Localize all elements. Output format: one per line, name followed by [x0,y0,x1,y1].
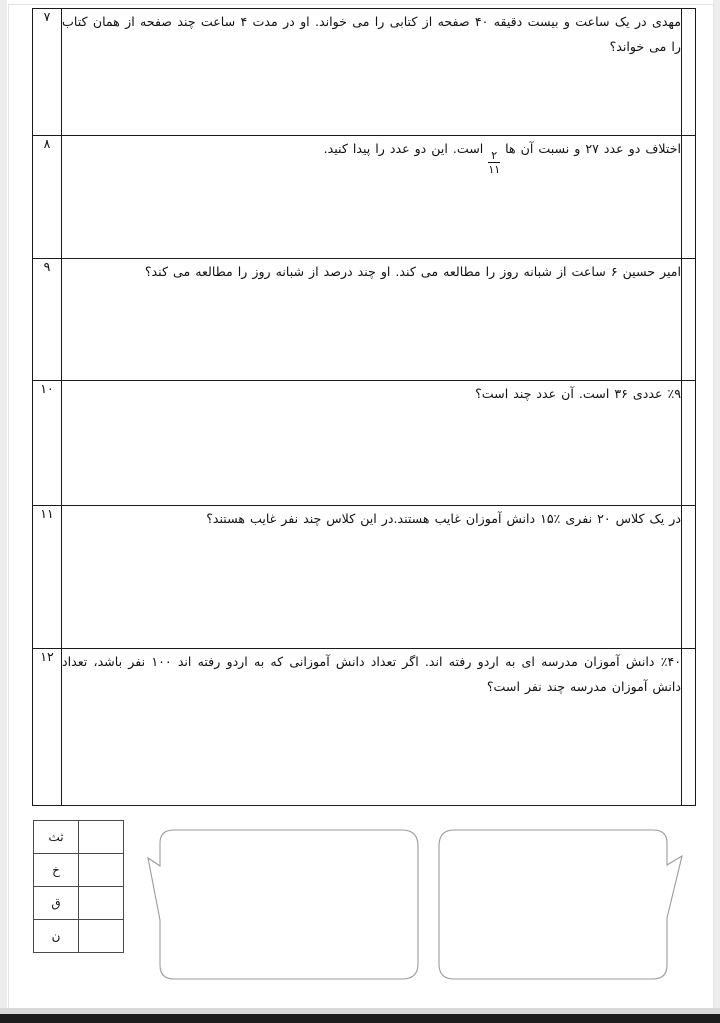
grading-mark-cell[interactable] [79,821,124,854]
bottom-area [0,812,720,1012]
grading-row [34,854,124,887]
question-body [62,259,682,381]
questions-table [32,8,696,806]
row-spine [682,381,696,506]
speech-bubble-icon [130,818,425,990]
question-number: ۹ [33,259,62,381]
question-body [62,381,682,506]
grading-row [34,887,124,920]
grading-mark-cell[interactable] [79,920,124,953]
scan-strip [0,1014,720,1023]
table-row [33,9,696,136]
grading-letter: خ [34,854,79,887]
grading-table [33,820,124,953]
question-body [62,9,682,136]
comment-bubble-right[interactable] [432,818,697,990]
question-text-after: است. این دو عدد را پیدا کنید. [323,141,484,156]
question-text: مهدی در یک ساعت و بیست دقیقه ۴۰ صفحه از کتابی را می خواند. او در مدت ۴ ساعت چند صفحه از همان کتاب را می خواند؟ [62,14,681,55]
grading-letter: ق [34,887,79,920]
question-body [62,136,682,259]
table-row [33,381,696,506]
question-text-before: اختلاف دو عدد ۲۷ و نسبت آن ها [505,141,681,156]
table-row [33,259,696,381]
grading-mark-cell[interactable] [79,854,124,887]
fraction-numerator: ۲ [488,150,500,163]
fraction [485,150,503,175]
row-spine [682,649,696,806]
question-text: در یک کلاس ۲۰ نفری ٪۱۵ دانش آموزان غایب هستند.در این کلاس چند نفر غایب هستند؟ [206,511,681,526]
table-row [33,506,696,649]
question-text [62,136,681,175]
grading-row [34,821,124,854]
comment-bubble-left[interactable] [130,818,425,990]
question-number: ۱۲ [33,649,62,806]
question-text: ٪۴۰ دانش آموزان مدرسه ای به اردو رفته اند. اگر تعداد دانش آموزانی که به اردو رفته اند ۱۰۰ نفر باشد، تعداد دانش آموزان مدرسه چند نفر است؟ [62,654,681,695]
question-text: امیر حسین ۶ ساعت از شبانه روز را مطالعه می کند. او چند درصد از شبانه روز را مطالعه می کند؟ [144,264,681,279]
row-spine [682,136,696,259]
row-spine [682,506,696,649]
speech-bubble-icon [432,818,697,990]
row-spine [682,259,696,381]
row-spine [682,9,696,136]
grading-row [34,920,124,953]
question-body [62,649,682,806]
grading-mark-cell[interactable] [79,887,124,920]
question-body [62,506,682,649]
table-row [33,649,696,806]
question-number: ۱۰ [33,381,62,506]
question-text: ٪۹ عددی ۳۶ است. آن عدد چند است؟ [475,386,681,401]
question-number: ۱۱ [33,506,62,649]
question-number: ۸ [33,136,62,259]
grading-letter: ثث [34,821,79,854]
table-row [33,136,696,259]
grading-letter: ن [34,920,79,953]
question-number: ۷ [33,9,62,136]
fraction-denominator: ۱۱ [488,163,501,177]
